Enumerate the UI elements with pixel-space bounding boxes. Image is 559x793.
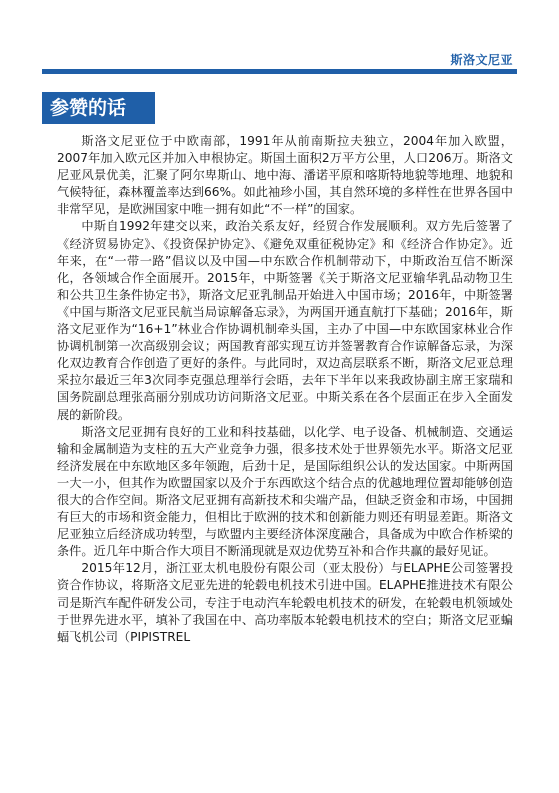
header-country-label: 斯洛文尼亚 xyxy=(450,53,513,67)
section-title: 参赞的话 xyxy=(50,97,127,119)
paragraph: 斯洛文尼亚位于中欧南部，1991年从前南斯拉夫独立，2004年加入欧盟，2007年加入欧元区并加入申根协定。斯国土面积2万平方公里，人口206万。斯洛文尼亚风景优美，汇聚了阿尔卑斯山、地中海、潘诺平原和喀斯特地貌等地理、地貌和气候特征，森林覆盖率达到66%。如此袖珍小国，其自然环境的多样性在世界各国中非常罕见，是欧洲国家中唯一拥有如此“不一样”的国家。 xyxy=(57,134,513,217)
paragraph: 中斯自1992年建交以来，政治关系友好，经贸合作发展顺利。双方先后签署了《经济贸易协定》、《投资保护协定》、《避免双重征税协定》和《经济合作协定》。近年来，在“一带一路”倡议以及中国—中东欧合作机制带动下，中斯政治互信不断深化，各领域合作全面展开。2015年，中斯签署《关于斯洛文尼亚输华乳品动物卫生和公共卫生条件协定书》，斯洛文尼亚乳制品开始进入中国市场；2016年，中斯签署《中国与斯洛文尼亚民航当局谅解备忘录》，为两国开通直航打下基础；2016年，斯洛文尼亚作为“16+1”林业合作协调机制牵头国，主办了中国—中东欧国家林业合作协调机制第一次高级别会议；两国教育部实现互访并签署教育合作谅解备忘录，为深化双边教育合作创造了更好的条件。与此同时，双边高层联系不断，斯洛文尼亚总理采拉尔最近三年3次同李克强总理举行会晤，去年下半年以来我政协副主席王家瑞和国务院副总理张高丽分别成功访问斯洛文尼亚。中斯关系在各个层面正在步入全面发展的新阶段。 xyxy=(57,219,513,422)
paragraph: 斯洛文尼亚拥有良好的工业和科技基础，以化学、电子设备、机械制造、交通运输和金属制造为支柱的五大产业竞争力强，很多技术处于世界领先水平。斯洛文尼亚经济发展在中东欧地区多年领跑，后劲十足，是国际组织公认的发达国家。中斯两国一大一小，但其作为欧盟国家以及介于东西欧这个结合点的优越地理位置却能够创造很大的合作空间。斯洛文尼亚拥有高新技术和尖端产品，但缺乏资金和市场，中国拥有巨大的市场和资金能力，但相比于欧洲的技术和创新能力则还有明显差距。斯洛文尼亚独立后经济成功转型，与欧盟内主要经济体深度融合，具备成为中欧合作桥梁的条件。近几年中斯合作大项目不断涌现就是双边优势互补和合作共赢的最好见证。 xyxy=(57,424,513,559)
body-text xyxy=(57,133,513,646)
header-rule xyxy=(42,69,517,74)
paragraph: 2015年12月，浙江亚太机电股份有限公司（亚太股份）与ELAPHE公司签署投资合作协议，将斯洛文尼亚先进的轮毂电机技术引进中国。ELAPHE推进技术有限公司是斯汽车配件研发公司，专注于电动汽车轮毂电机技术的研发，在轮毂电机领域处于世界先进水平，填补了我国在中、高功率版本轮毂电机技术的空白；斯洛文尼亚蝙蝠飞机公司（PIPISTREL xyxy=(57,561,513,644)
